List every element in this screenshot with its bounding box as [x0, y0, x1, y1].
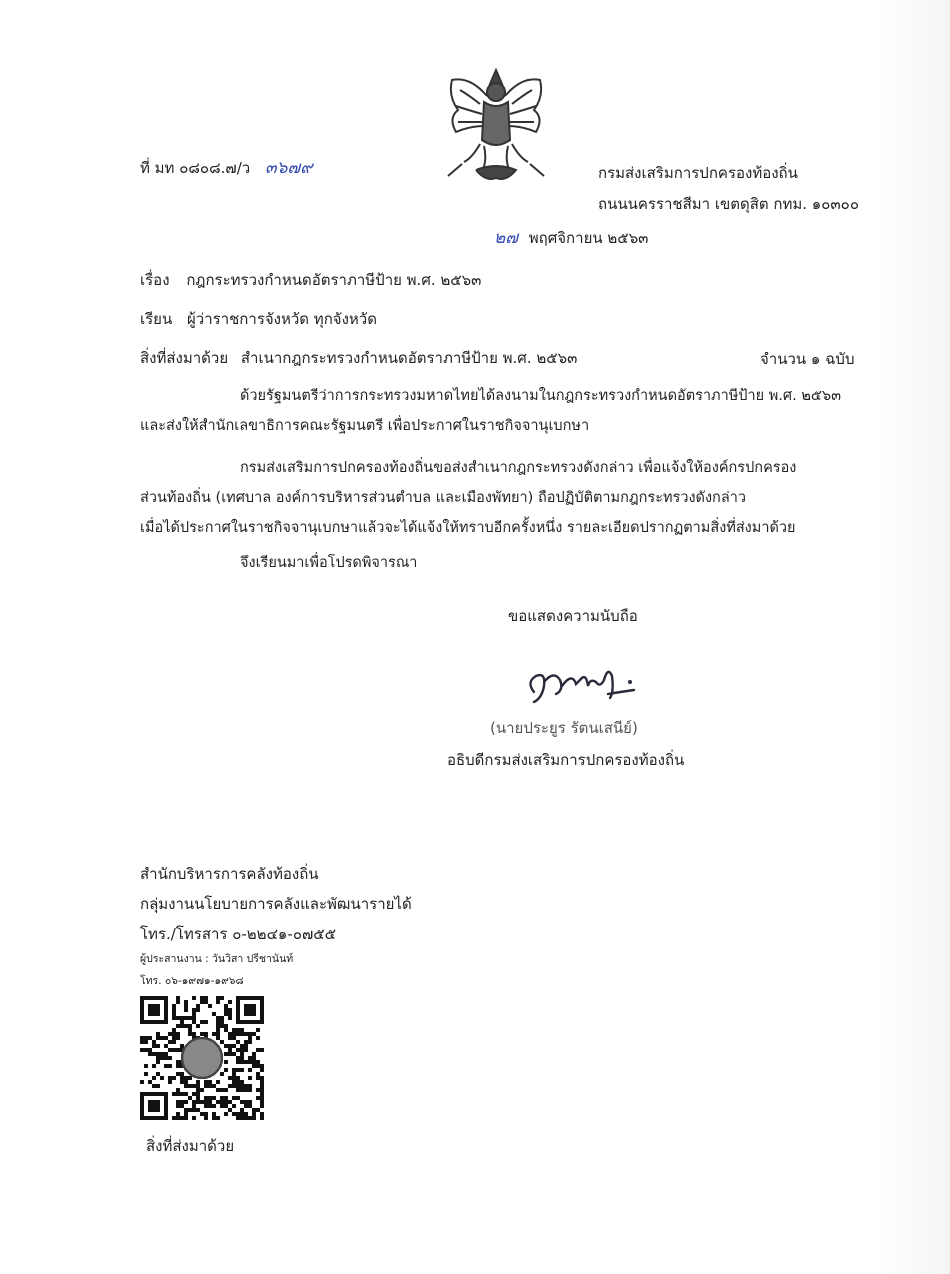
subject-text: กฎกระทรวงกำหนดอัตราภาษีป้าย พ.ศ. ๒๕๖๓	[186, 271, 482, 289]
letter-date	[494, 228, 648, 248]
date-day-handwritten: ๒๗	[494, 228, 518, 248]
addressee-line	[140, 309, 377, 329]
footer-coordinator: ผู้ประสานงาน : วันวิสา ปรีชานันท์	[140, 953, 294, 965]
qr-code-icon	[140, 996, 264, 1120]
document-number-prefix: ที่ มท ๐๘๐๘.๗/ว	[140, 159, 251, 177]
paragraph-2-line-2: ส่วนท้องถิ่น (เทศบาล องค์การบริหารส่วนตำบล และเมืองพัทยา) ถือปฏิบัติตามกฎกระทรวงดังกล่าว	[140, 490, 746, 506]
document-number-handwritten: ๓๖๗๙	[264, 158, 313, 178]
closing-salutation: ขอแสดงความนับถือ	[508, 607, 638, 625]
enclosure-line	[140, 348, 577, 368]
sender-address: ถนนนครราชสีมา เขตดุสิต กทม. ๑๐๓๐๐	[598, 195, 859, 213]
paragraph-2-line-1: กรมส่งเสริมการปกครองท้องถิ่นขอส่งสำเนากฎกระทรวงดังกล่าว เพื่อแจ้งให้องค์กรปกครอง	[240, 460, 797, 476]
paragraph-1-line-1: ด้วยรัฐมนตรีว่าการกระทรวงมหาดไทยได้ลงนามในกฎกระทรวงกำหนดอัตราภาษีป้าย พ.ศ. ๒๕๖๓	[240, 388, 841, 404]
enclosure-label: สิ่งที่ส่งมาด้วย	[140, 349, 229, 367]
signer-title: อธิบดีกรมส่งเสริมการปกครองท้องถิ่น	[447, 751, 685, 769]
addressee-label: เรียน	[140, 310, 173, 328]
qr-caption: สิ่งที่ส่งมาด้วย	[146, 1137, 235, 1155]
paragraph-1-line-2: และส่งให้สำนักเลขาธิการคณะรัฐมนตรี เพื่อประกาศในราชกิจจานุเบกษา	[140, 418, 590, 434]
page-edge-shadow	[880, 0, 950, 1274]
footer-coordinator-phone: โทร. ๐๖-๑๙๗๑-๑๙๖๘	[140, 975, 244, 987]
paragraph-2-line-3: เมื่อได้ประกาศในราชกิจจานุเบกษาแล้วจะได้แจ้งให้ทราบอีกครั้งหนึ่ง รายละเอียดปรากฏตามสิ่งที่ส่งมาด้วย	[140, 520, 796, 536]
subject-label: เรื่อง	[140, 271, 170, 289]
enclosure-text: สำเนากฎกระทรวงกำหนดอัตราภาษีป้าย พ.ศ. ๒๕๖๓	[240, 349, 578, 367]
footer-phone: โทร./โทรสาร ๐-๒๒๔๑-๐๗๕๕	[140, 925, 336, 943]
footer-office: สำนักบริหารการคลังท้องถิ่น	[140, 865, 319, 883]
enclosure-count: จำนวน ๑ ฉบับ	[760, 350, 855, 368]
footer-group: กลุ่มงานนโยบายการคลังและพัฒนารายได้	[140, 895, 412, 913]
sender-org: กรมส่งเสริมการปกครองท้องถิ่น	[598, 164, 798, 182]
signer-name: (นายประยูร รัตนเสนีย์)	[490, 719, 638, 737]
date-month-year: พฤศจิกายน ๒๕๖๓	[528, 229, 649, 247]
subject-line	[140, 270, 481, 290]
document-number	[140, 158, 313, 178]
paragraph-3: จึงเรียนมาเพื่อโปรดพิจารณา	[240, 555, 418, 571]
garuda-emblem-icon	[440, 66, 552, 184]
addressee-text: ผู้ว่าราชการจังหวัด ทุกจังหวัด	[187, 310, 377, 328]
signature-image	[520, 652, 650, 712]
